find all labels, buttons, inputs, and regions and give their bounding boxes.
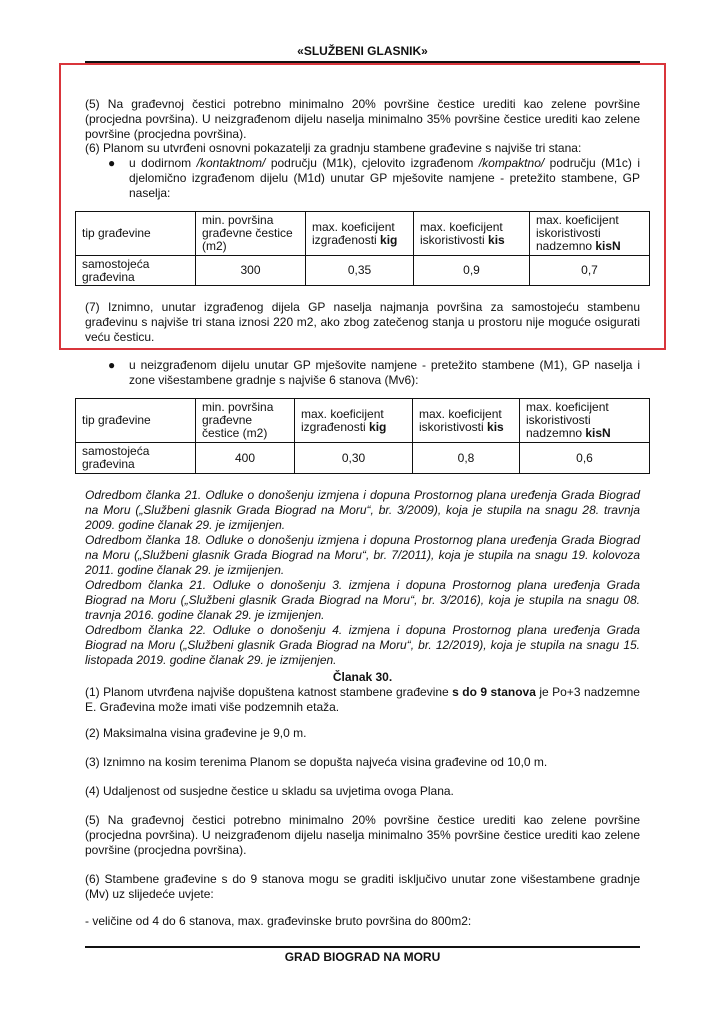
header-cell-type: tip građevine bbox=[76, 399, 196, 443]
cell-kig: 0,30 bbox=[295, 443, 413, 474]
header-text: max. koeficijent izgrađenosti bbox=[301, 406, 384, 434]
article-paragraph-2: (2) Maksimalna visina građevine je 9,0 m. bbox=[85, 726, 307, 740]
header-text-bold: kig bbox=[369, 419, 387, 434]
table-row bbox=[76, 443, 650, 474]
table-header-row bbox=[76, 399, 650, 443]
header-cell-area: min. površina građevne čestice (m2) bbox=[196, 212, 306, 256]
header-cell-kis bbox=[413, 399, 520, 443]
bullet-text-italic: /kontaktnom/ bbox=[196, 156, 266, 170]
article-paragraph-4: (4) Udaljenost od susjedne čestice u skladu sa uvjetima ovoga Plana. bbox=[85, 784, 454, 798]
header-cell-kis bbox=[414, 212, 530, 256]
bullet-text-part: u dodirnom bbox=[129, 156, 197, 170]
amendment-record: Odredbom članka 21. Odluke o donošenju 3. izmjena i dopuna Prostornog plana uređenja Grada Biograd na Moru („Službeni glasnik Grada Biograd na Moru“, br. 3/2016), koja je stupila na snagu 08. travnja 2016. godine članak 29. je izmijenjen. bbox=[85, 578, 640, 622]
header-cell-area: min. površina građevne čestice (m2) bbox=[196, 399, 295, 443]
article-paragraph-1 bbox=[85, 685, 640, 715]
header-text: max. koeficijent iskoristivosti bbox=[420, 219, 503, 247]
amendment-record: Odredbom članka 22. Odluke o donošenju 4. izmjena i dopuna Prostornog plana uređenja Grada Biograd na Moru („Službeni glasnik Grada Biograd na Moru“, br. 12/2019), koja je stupila na snagu 15. listopada 2019. godine članak 29. je izmijenjen. bbox=[85, 623, 640, 667]
cell-kis: 0,9 bbox=[414, 256, 530, 286]
table-header-row bbox=[76, 212, 650, 256]
table-row bbox=[76, 256, 650, 286]
header-cell-kig bbox=[306, 212, 414, 256]
cell-type: samostojeća građevina bbox=[76, 443, 196, 474]
header-text-bold: kis bbox=[487, 419, 504, 434]
header-cell-kig bbox=[295, 399, 413, 443]
article-paragraph-5: (5) Na građevnoj čestici potrebno minimalno 20% površine čestice urediti kao zelene površine (procjedna površina). U neizgrađenom dijelu naselja minimalno 35% površine čestice urediti kao zelene površine (procjedna površina). bbox=[85, 813, 640, 857]
header-text-bold: kisN bbox=[585, 426, 611, 440]
bullet-icon: ● bbox=[108, 358, 116, 372]
header-cell-kisn bbox=[530, 212, 650, 256]
header-cell-type: tip građevine bbox=[76, 212, 196, 256]
header-text-bold: kisN bbox=[595, 239, 621, 253]
bullet-text-italic: /kompaktno/ bbox=[478, 156, 545, 170]
header-text: max. koeficijent izgrađenosti bbox=[312, 219, 395, 247]
bullet-icon: ● bbox=[108, 156, 116, 170]
article-paragraph-7: - veličine od 4 do 6 stanova, max. građevinske bruto površina do 800m2: bbox=[85, 914, 472, 928]
paragraph-text: je Po+3 nadzemne E. Građevina može imati više podzemnih etaža. bbox=[85, 685, 640, 714]
footer-rule bbox=[85, 946, 640, 948]
header-text: max. koeficijent iskoristivosti nadzemno bbox=[536, 213, 619, 253]
bullet-text-part: području (M1k), cjelovito izgrađenom bbox=[265, 156, 479, 170]
paragraph-text-bold: s do 9 stanova bbox=[452, 685, 536, 699]
bullet-2-text: u neizgrađenom dijelu unutar GP mješovite namjene - pretežito stambene (M1), GP naselja i zone višestambene gradnje s najviše 6 stanova (Mv6): bbox=[129, 358, 640, 387]
header-text: max. koeficijent iskoristivosti bbox=[419, 406, 502, 434]
paragraph-text: (1) Planom utvrđena najviše dopuštena katnost stambene građevine bbox=[85, 685, 453, 699]
page-header: «SLUŽBENI GLASNIK» bbox=[297, 44, 428, 58]
amendment-record: Odredbom članka 18. Odluke o donošenju izmjena i dopuna Prostornog plana uređenja Grada Biograd na Moru („Službeni glasnik Grada Biograd na Moru“, br. 7/2011), koja je stupila na snagu 19. kolovoza 2011. godine članak 29. je izmijenjen. bbox=[85, 533, 640, 577]
cell-area: 400 bbox=[196, 443, 295, 474]
header-cell-kisn bbox=[520, 399, 650, 443]
page-footer: GRAD BIOGRAD NA MORU bbox=[284, 950, 441, 964]
indicator-table-2 bbox=[75, 398, 650, 474]
cell-type: samostojeća građevina bbox=[76, 256, 196, 286]
cell-kig: 0,35 bbox=[306, 256, 414, 286]
article-paragraph-3: (3) Iznimno na kosim terenima Planom se dopušta najveća visina građevine od 10,0 m. bbox=[85, 755, 548, 769]
article-title: Članak 30. bbox=[332, 670, 393, 684]
header-text: max. koeficijent iskoristivosti nadzemno bbox=[526, 400, 609, 440]
bullet-text-part: području (M1c) i djelomično izgrađenom dijelu (M1d) unutar GP mješovite namjene - pretežito stambene, GP naselja: bbox=[129, 156, 640, 200]
amendment-record: Odredbom članka 21. Odluke o donošenju izmjena i dopuna Prostornog plana uređenja Grada Biograd na Moru („Službeni glasnik Grada Biograd na Moru“, br. 3/2009), koja je stupila na snagu 28. travnja 2009. godine članak 29. je izmijenjen. bbox=[85, 488, 640, 532]
cell-kisn: 0,7 bbox=[530, 256, 650, 286]
cell-area: 300 bbox=[196, 256, 306, 286]
indicator-table-1 bbox=[75, 211, 650, 286]
cell-kis: 0,8 bbox=[413, 443, 520, 474]
cell-kisn: 0,6 bbox=[520, 443, 650, 474]
box-paragraph-7: (7) Iznimno, unutar izgrađenog dijela GP naselja najmanja površina za samostojeću stambenu građevinu s najviše tri stana iznosi 220 m2, ako zbog zatečenog stanja u prostoru nije moguće osigurati veću česticu. bbox=[85, 300, 640, 344]
header-text-bold: kis bbox=[488, 232, 505, 247]
header-text-bold: kig bbox=[380, 232, 398, 247]
box-bullet-text bbox=[129, 156, 640, 201]
box-paragraph-6: (6) Planom su utvrđeni osnovni pokazatelji za gradnju stambene građevine s najviše tri stana: bbox=[85, 141, 582, 155]
article-paragraph-6: (6) Stambene građevine s do 9 stanova mogu se graditi isključivo unutar zone višestambene gradnje (Mv) uz slijedeće uvjete: bbox=[85, 872, 640, 901]
box-paragraph-5: (5) Na građevnoj čestici potrebno minimalno 20% površine čestice urediti kao zelene površine (procjedna površina). U neizgrađenom dijelu naselja minimalno 35% površine čestice urediti kao zelene površine (procjedna površina). bbox=[85, 97, 640, 141]
